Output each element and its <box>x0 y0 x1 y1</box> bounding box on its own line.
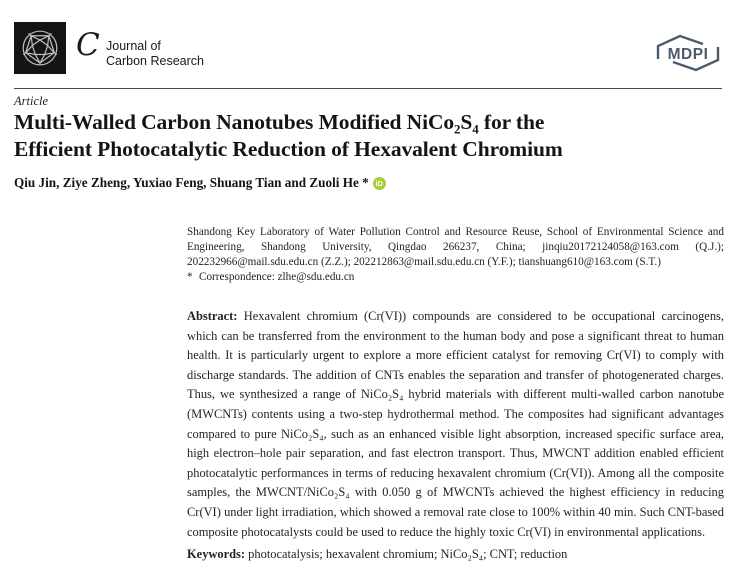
authors-row <box>14 175 724 191</box>
journal-name-line1: Journal of <box>106 39 161 53</box>
abstract-text: Hexavalent chromium (Cr(VI)) compounds are considered to be occupational carcinogens, which can be transferred from the environment to the human body and pose a significant threat to human health. It is particularly urgent to explore a more efficient catalyst for removing Cr(VI) to comply with discharge standards. The addition of CNTs enables the separation and transfer of photogenerated charges. Thus, we synthesized a range of NiCo₂S₄ hybrid materials with different multi-walled carbon nanotube (MWCNTs) contents using a two-step hydrothermal method. The composites had significant advantages compared to pure NiCo₂S₄, such as an enhanced visible light absorption, increased specific surface area, high electron–hole pair separation, and fast electron transport. Thus, MWCNT addition enabled efficient photocatalytic performances in terms of reducing hexavalent chromium (Cr(VI)). Among all the composite samples, the MWCNT/NiCo₂S₄ with 0.050 g of MWCNTs achieved the highest efficiency in reducing Cr(VI) under light irradiation, which showed a removal rate close to 100% within 40 min. Such CNT-based composite photocatalysts could be used to reduce the highly toxic Cr(VI) in environmental applications. <box>187 309 724 539</box>
article-type-label: Article <box>14 94 49 108</box>
abstract-label: Abstract: <box>187 309 238 323</box>
keywords-text: photocatalysis; hexavalent chromium; NiCo₂S₄; CNT; reduction <box>248 547 568 561</box>
title-line-2: Efficient Photocatalytic Reduction of Hexavalent Chromium <box>14 136 563 161</box>
correspondence-marker: * <box>187 271 193 283</box>
fullerene-icon <box>17 25 63 71</box>
title-line-1: Multi-Walled Carbon Nanotubes Modified NiCo₂S₄ for the <box>14 110 545 134</box>
keywords-label: Keywords: <box>187 547 246 561</box>
journal-name <box>106 39 204 68</box>
journal-logo <box>14 22 66 74</box>
authors-text: Qiu Jin, Ziye Zheng, Yuxiao Feng, Shuang Tian and Zuoli He * <box>14 175 369 190</box>
mdpi-logo <box>655 34 721 72</box>
orcid-icon[interactable]: iD <box>373 177 386 190</box>
journal-name-line2: Carbon Research <box>106 53 204 68</box>
abstract-paragraph <box>187 307 724 542</box>
affiliation-text: Shandong Key Laboratory of Water Pollution Control and Resource Reuse, School of Environmental Science and Engineering, Shandong University, Qingdao 266237, China; jinqiu20172124058@163.com (Q.J.); 202232966@mail.sdu.edu.cn (Z.Z.); 202212863@mail.sdu.edu.cn (Y.F.); tianshuang610@163.com (S.T.) <box>187 226 724 268</box>
keywords-line <box>187 545 724 565</box>
correspondence-text: Correspondence: zlhe@sdu.edu.cn <box>199 271 355 283</box>
correspondence-line <box>187 270 724 285</box>
header-divider <box>14 88 722 89</box>
journal-c-glyph: C <box>76 27 100 63</box>
page-title <box>14 109 724 162</box>
mdpi-logo-text: MDPI <box>667 46 709 63</box>
